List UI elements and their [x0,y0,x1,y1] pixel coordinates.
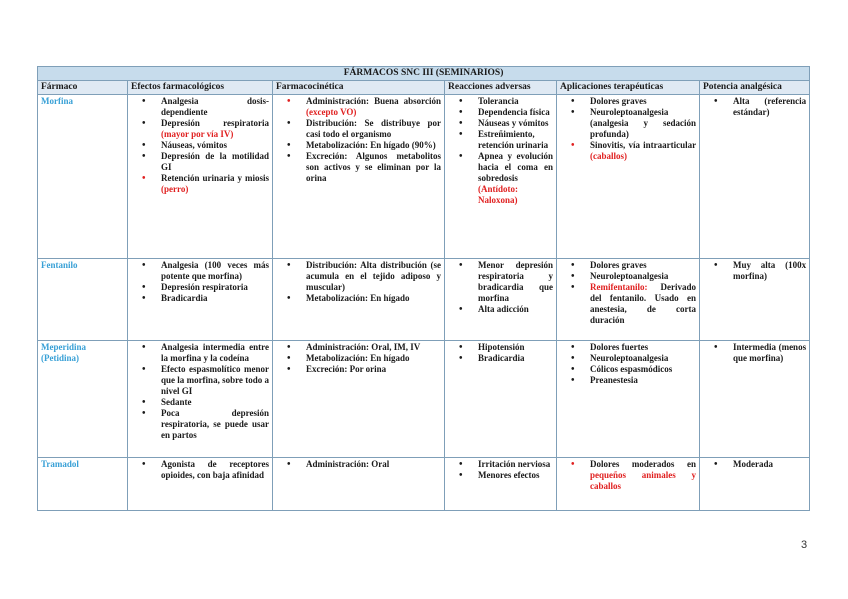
potencia-cell [700,458,810,511]
potencia-cell [700,341,810,458]
list-item: • Neuroleptoanalgesia (analgesia y sedación profunda) [590,107,696,140]
list-item: • Dolores moderados en pequeños animales y caballos [590,459,696,492]
efectos-cell [128,458,273,511]
list-item: • Metabolización: En hígado [306,293,441,304]
drug-name: Fentanilo [38,259,128,341]
list-item: • Analgesia dosis-dependiente [161,96,269,118]
list-item: • Dolores graves [590,96,696,107]
list-item: • Distribución: Alta distribución (se acumula en el tejido adiposo y muscular) [306,260,441,293]
farmacocinetica-cell [273,458,445,511]
list-item: • Neuroleptoanalgesia [590,271,696,282]
list-item: • Efecto espasmolítico menor que la morfina, sobre todo a nivel GI [161,364,269,397]
farmacocinetica-cell [273,259,445,341]
list-item: • Hipotensión [478,342,553,353]
reacciones-cell [445,259,557,341]
efectos-cell [128,259,273,341]
list-item: • Metabolización: En hígado [306,353,441,364]
list-item: • Agonista de receptores opioides, con baja afinidad [161,459,269,481]
table-row-morfina [38,95,810,259]
list-item: • Depresión respiratoria (mayor por vía IV) [161,118,269,140]
list-item: • Moderada [733,459,806,470]
list-item: • Náuseas y vómitos [478,118,553,129]
list-item: • Bradicardia [478,353,553,364]
potencia-cell [700,95,810,259]
aplicaciones-cell [557,259,700,341]
list-item: • Retención urinaria y miosis (perro) [161,173,269,195]
header-reacciones: Reacciones adversas [445,81,557,95]
list-item: • Depresión respiratoria [161,282,269,293]
table-row-fentanilo [38,259,810,341]
list-item: • Menor depresión respiratoria y bradicardia que morfina [478,260,553,304]
list-item: • Administración: Oral [306,459,441,470]
list-item: • Sedante [161,397,269,408]
list-item: • Dolores graves [590,260,696,271]
potencia-cell [700,259,810,341]
list-item: • Distribución: Se distribuye por casi todo el organismo [306,118,441,140]
drug-name: Morfina [38,95,128,259]
list-item: • Excreción: Por orina [306,364,441,375]
farmacocinetica-cell [273,341,445,458]
list-item: • Administración: Oral, IM, IV [306,342,441,353]
table-row-meperidina [38,341,810,458]
list-item: • Metabolización: En hígado (90%) [306,140,441,151]
list-item: • Intermedia (menos que morfina) [733,342,806,364]
list-item: • Sinovitis, vía intraarticular (caballos) [590,140,696,162]
header-farmacocinetica: Farmacocinética [273,81,445,95]
list-item: • Neuroleptoanalgesia [590,353,696,364]
list-item: • Tolerancia [478,96,553,107]
header-efectos: Efectos farmacológicos [128,81,273,95]
table-row-tramadol [38,458,810,511]
aplicaciones-cell [557,341,700,458]
list-item: • Analgesia intermedia entre la morfina y la codeína [161,342,269,364]
list-item: • Analgesia (100 veces más potente que morfina) [161,260,269,282]
list-item: • Dolores fuertes [590,342,696,353]
aplicaciones-cell [557,95,700,259]
list-item: • Estreñimiento, retención urinaria [478,129,553,151]
header-farmaco: Fármaco [38,81,128,95]
list-item: • Dependencia física [478,107,553,118]
reacciones-cell [445,341,557,458]
list-item: • Bradicardia [161,293,269,304]
list-item: • Remifentanilo: Derivado del fentanilo. Usado en anestesia, de corta duración [590,282,696,326]
list-item: • Cólicos espasmódicos [590,364,696,375]
table-title: FÁRMACOS SNC III (SEMINARIOS) [38,67,810,81]
list-item: • Administración: Buena absorción (excepto VO) [306,96,441,118]
list-item: • Depresión de la motilidad GI [161,151,269,173]
efectos-cell [128,95,273,259]
aplicaciones-cell [557,458,700,511]
drug-name: Tramadol [38,458,128,511]
list-item: • Poca depresión respiratoria, se puede usar en partos [161,408,269,441]
farmacocinetica-cell [273,95,445,259]
list-item: • Excreción: Algunos metabolitos son activos y se eliminan por la orina [306,151,441,184]
reacciones-cell [445,95,557,259]
efectos-cell [128,341,273,458]
header-potencia: Potencia analgésica [700,81,810,95]
drug-name: Meperidina (Petidina) [38,341,128,458]
list-item: • Irritación nerviosa [478,459,553,470]
list-item: • Alta adicción [478,304,553,315]
header-aplicaciones: Aplicaciones terapéuticas [557,81,700,95]
list-item: • Náuseas, vómitos [161,140,269,151]
table-header-row [38,81,810,95]
list-item: • Muy alta (100x morfina) [733,260,806,282]
list-item: • Alta (referencia estándar) [733,96,806,118]
list-item: • Menores efectos [478,470,553,481]
list-item: • Preanestesia [590,375,696,386]
page-number: 3 [801,539,808,551]
list-item: • Apnea y evolución hacia el coma en sobredosis (Antídoto: Naloxona) [478,151,553,206]
reacciones-cell [445,458,557,511]
pharmacology-table [37,66,810,511]
table-title-row [38,67,810,81]
